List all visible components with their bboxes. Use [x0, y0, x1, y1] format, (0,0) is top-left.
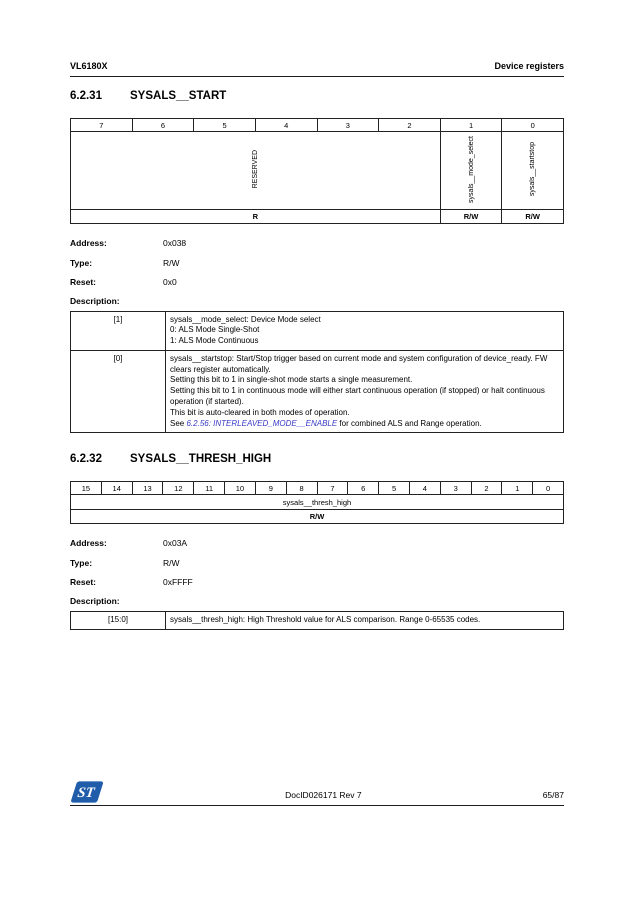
access-type-row: [71, 210, 564, 224]
bit-number-cell: 3: [440, 482, 471, 495]
bit-number-cell: 10: [225, 482, 256, 495]
field-name-label: RESERVED: [251, 150, 259, 189]
bit-number-cell: 8: [286, 482, 317, 495]
bit-number-cell: 1: [440, 119, 502, 132]
desc-line: sysals__startstop: Start/Stop trigger based on current mode and system configuration of device_ready. FW clears register automatically.: [170, 353, 548, 374]
desc-line: sysals__thresh_high: High Threshold value for ALS comparison. Range 0-65535 codes.: [170, 614, 481, 624]
desc-bits-cell: [15:0]: [71, 611, 166, 629]
address-label: Address:: [70, 538, 107, 549]
address-label: Address:: [70, 238, 107, 248]
desc-line: Setting this bit to 1 in single-shot mode starts a single measurement.: [170, 375, 413, 385]
desc-text-cell: [166, 311, 564, 350]
link-prefix: See: [170, 418, 187, 428]
access-cell: R/W: [502, 210, 564, 224]
reset-label: Reset:: [70, 277, 96, 287]
access-cell: R/W: [71, 510, 564, 524]
bit-number-cell: 9: [255, 482, 286, 495]
bit-number-cell: 1: [502, 482, 533, 495]
type-row: [70, 554, 564, 574]
page-number: 65/87: [542, 790, 564, 800]
field-cell-sysals-mode-select: [440, 132, 502, 210]
bit-number-cell: 15: [71, 482, 102, 495]
bit-number-cell: 2: [471, 482, 502, 495]
field-cell-sysals-thresh-high: sysals__thresh_high: [71, 495, 564, 510]
bit-number-cell: 7: [317, 482, 348, 495]
desc-line-with-link: [170, 419, 559, 430]
bit-number-cell: 0: [502, 119, 564, 132]
section-heading-sysals-thresh-high: [70, 453, 564, 465]
type-label: Type:: [70, 557, 93, 568]
field-name-label: sysals__startstop: [529, 142, 537, 197]
page-footer: [70, 777, 564, 806]
address-value: 0x038: [163, 238, 187, 248]
bit-number-cell: 3: [317, 119, 379, 132]
desc-line: This bit is auto-cleared in both modes of operation.: [170, 407, 350, 417]
bit-number-row: [71, 119, 564, 132]
desc-text-cell: [166, 350, 564, 433]
reset-value: 0xFFFF: [163, 577, 193, 588]
description-row: [71, 611, 564, 629]
bit-number-cell: 4: [409, 482, 440, 495]
access-cell: R/W: [440, 210, 502, 224]
desc-line: 1: ALS Mode Continuous: [170, 336, 259, 346]
description-row: [71, 350, 564, 433]
bit-number-cell: 4: [255, 119, 317, 132]
section-title: SYSALS__START: [130, 90, 227, 102]
bit-number-cell: 2: [379, 119, 441, 132]
field-name-row: [71, 132, 564, 210]
description-table-sysals-start: [70, 311, 564, 434]
type-value: R/W: [163, 557, 180, 568]
field-name-label: sysals__mode_select: [467, 136, 475, 203]
register-bit-table-sysals-start: [70, 118, 564, 224]
bit-number-cell: 14: [101, 482, 132, 495]
bit-number-cell: 11: [194, 482, 225, 495]
reset-label: Reset:: [70, 577, 96, 588]
svg-text:ST: ST: [76, 785, 96, 802]
section-number: 6.2.31: [70, 90, 102, 102]
link-suffix: for combined ALS and Range operation.: [337, 418, 482, 428]
bit-number-cell: 5: [379, 482, 410, 495]
reset-row: [70, 573, 564, 593]
desc-line: 0: ALS Mode Single-Shot: [170, 325, 260, 335]
bit-number-cell: 13: [132, 482, 163, 495]
bit-number-cell: 0: [533, 482, 564, 495]
st-logo-icon: [70, 780, 104, 804]
bit-number-cell: 5: [194, 119, 256, 132]
type-label: Type:: [70, 257, 93, 268]
type-row: [70, 254, 564, 274]
desc-line: sysals__mode_select: Device Mode select: [170, 314, 321, 324]
desc-bits-cell: [0]: [71, 350, 166, 433]
field-cell-sysals-startstop: [502, 132, 564, 210]
cross-reference-link[interactable]: 6.2.56: INTERLEAVED_MODE__ENABLE: [186, 418, 338, 428]
product-name: VL6180X: [70, 61, 108, 71]
description-table-sysals-thresh-high: [70, 611, 564, 630]
bit-number-cell: 6: [132, 119, 194, 132]
bit-number-cell: 6: [348, 482, 379, 495]
chapter-title: Device registers: [494, 61, 564, 71]
desc-text-cell: [166, 611, 564, 629]
document-id: DocID026171 Rev 7: [285, 790, 362, 800]
address-value: 0x03A: [163, 538, 188, 549]
bit-number-row: [71, 482, 564, 495]
desc-line: Setting this bit to 1 in continuous mode will either start continuous operation (if stopped) or halt continuous operation (if started).: [170, 386, 545, 407]
address-row: [70, 234, 564, 254]
page-content: [70, 90, 564, 630]
bit-number-cell: 12: [163, 482, 194, 495]
type-value: R/W: [163, 257, 180, 268]
access-type-row: [71, 510, 564, 524]
description-label: Description:: [70, 295, 120, 306]
field-cell-reserved: [71, 132, 441, 210]
desc-bits-cell: [1]: [71, 311, 166, 350]
description-label: Description:: [70, 595, 120, 606]
access-cell: R: [71, 210, 441, 224]
bit-number-cell: 7: [71, 119, 133, 132]
field-name-row: [71, 495, 564, 510]
section-number: 6.2.32: [70, 453, 102, 466]
register-bit-table-sysals-thresh-high: [70, 481, 564, 524]
reset-value: 0x0: [163, 277, 177, 287]
section-title: SYSALS__THRESH_HIGH: [130, 453, 272, 466]
section-heading-sysals-start: [70, 90, 564, 102]
description-row: [71, 311, 564, 350]
reset-row: [70, 273, 564, 293]
page-header: [70, 61, 564, 77]
address-row: [70, 534, 564, 554]
